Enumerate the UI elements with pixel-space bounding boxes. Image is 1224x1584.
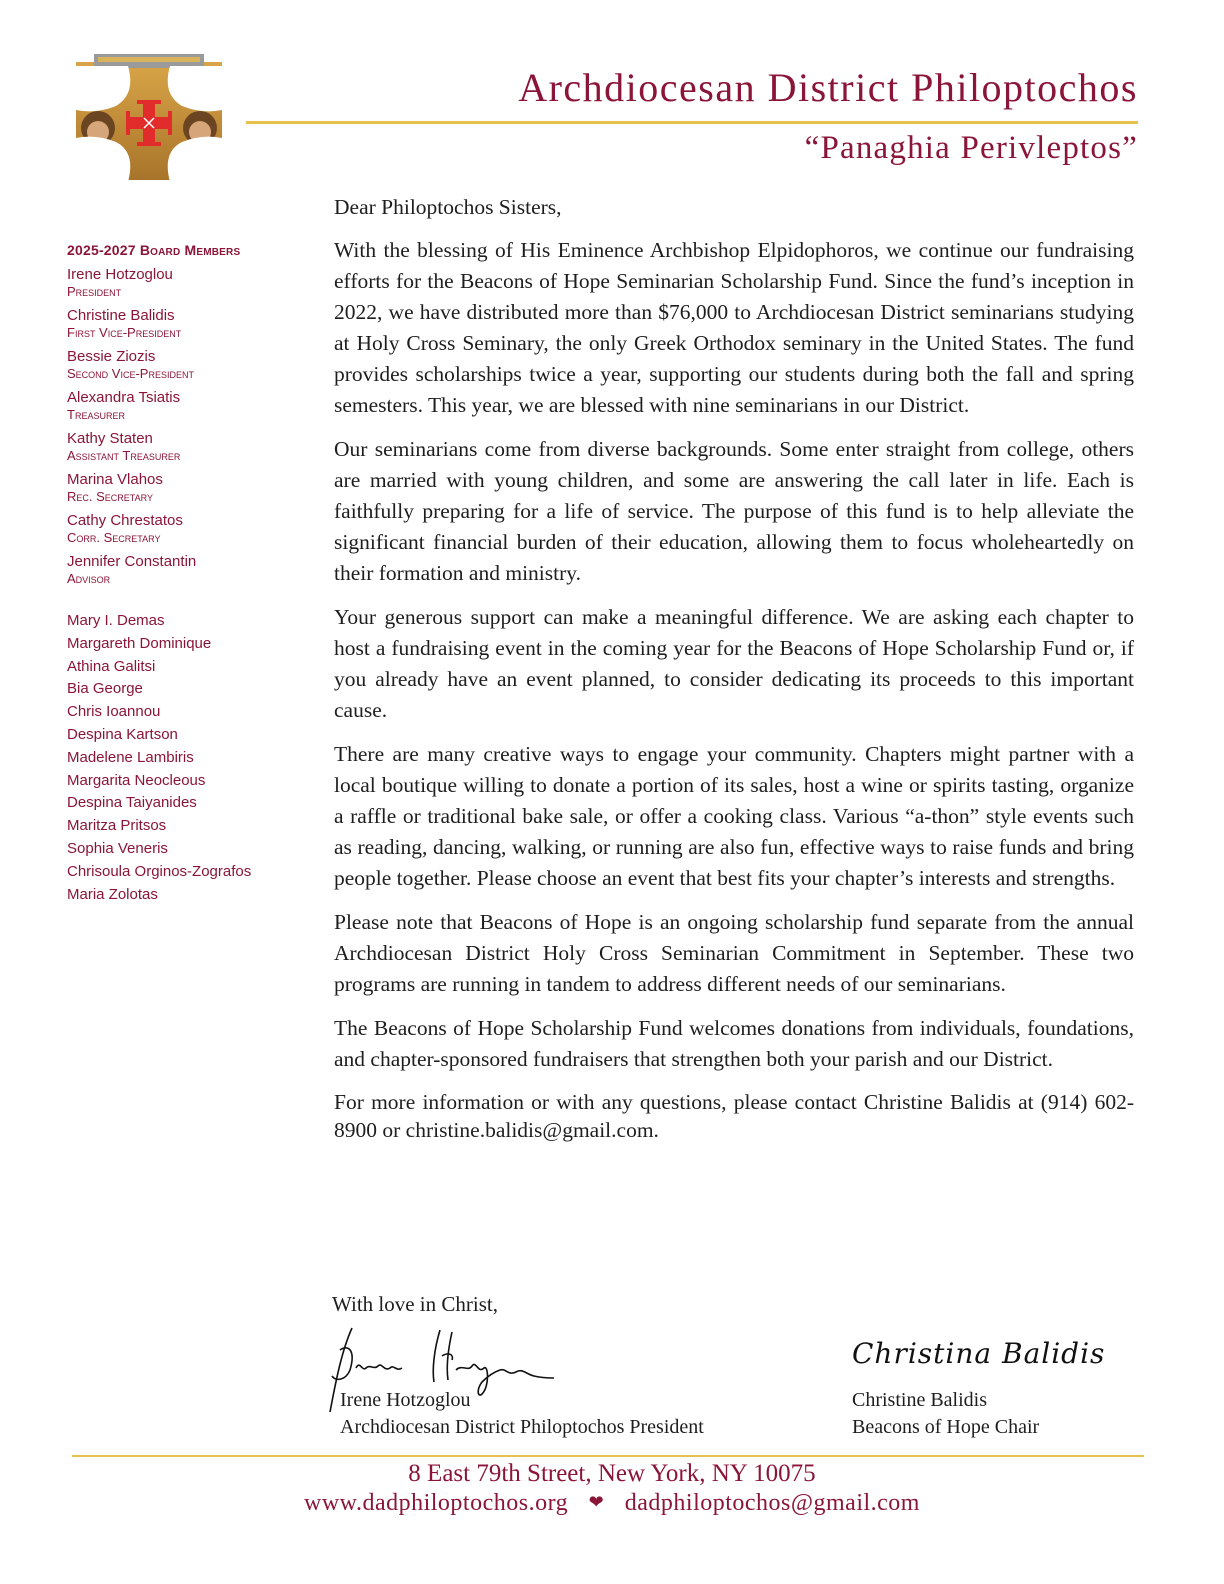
header-divider: [246, 121, 1138, 124]
member-name: Bia George: [67, 680, 143, 698]
officer-entry: [67, 512, 297, 546]
board-members-list: [67, 610, 297, 906]
signatory-name: Irene Hotzoglou: [340, 1389, 471, 1411]
contact-paragraph: For more information or with any questions, please contact Christine Balidis at (914) 602-8900 or christine.balidis@gmail.com.: [334, 1090, 1134, 1142]
member-name: Madelene Lambiris: [67, 748, 194, 766]
member-name: Despina Kartson: [67, 725, 178, 743]
letter-paragraph: The Beacons of Hope Scholarship Fund welcomes donations from individuals, foundations, and chapter-sponsored fundraisers that strengthen both your parish and our District.: [334, 1016, 1134, 1071]
salutation: Dear Philoptochos Sisters,: [334, 195, 562, 219]
officer-name: Marina Vlahos: [67, 471, 163, 488]
member-name: Maritza Pritsos: [67, 817, 167, 835]
sidebar-heading: 2025-2027 Board Members: [67, 242, 241, 258]
officer-entry: [67, 348, 297, 382]
officer-name: Cathy Chrestatos: [67, 512, 183, 529]
officer-role: Second Vice-President: [67, 366, 194, 381]
officer-name: Irene Hotzoglou: [67, 266, 173, 283]
officer-entry: [67, 266, 297, 300]
org-subtitle: “Panaghia Perivleptos”: [804, 130, 1138, 166]
letter-body: [334, 192, 1134, 1144]
board-members-sidebar: [67, 242, 297, 906]
officer-role: Treasurer: [67, 407, 125, 422]
officer-role: First Vice-President: [67, 325, 182, 340]
signature-block-president: [322, 1320, 782, 1440]
footer-contact: [0, 1490, 1224, 1517]
officer-name: Kathy Staten: [67, 430, 153, 447]
org-title: Archdiocesan District Philoptochos: [518, 65, 1138, 110]
email-link[interactable]: dadphiloptochos@gmail.com: [624, 1490, 920, 1516]
officer-entry: [67, 471, 297, 505]
member-name: Margarita Neocleous: [67, 771, 206, 789]
officer-role: President: [67, 284, 122, 299]
officer-role: Assistant Treasurer: [67, 448, 181, 463]
letter-paragraph: With the blessing of His Eminence Archbishop Elpidophoros, we continue our fundraising efforts for the Beacons of Hope Seminarian Scholarship Fund. Since the fund’s inception in 2022, we have distributed more than $76,000 to Archdiocesan District seminarians studying at Holy Cross Seminary, the only Greek Orthodox seminary in the United States. The fund provides scholarships twice a year, supporting our students during both the fall and spring semesters. This year, we are blessed with nine seminarians in our District.: [334, 238, 1134, 417]
member-name: Mary I. Demas: [67, 612, 165, 629]
member-name: Athina Galitsi: [67, 657, 156, 675]
member-name: Chris Ioannou: [67, 703, 161, 721]
handwritten-signature: Christina Balidis: [852, 1337, 1106, 1370]
footer-address: 8 East 79th Street, New York, NY 10075: [408, 1460, 816, 1487]
officer-name: Bessie Ziozis: [67, 348, 156, 365]
member-name: Maria Zolotas: [67, 885, 158, 903]
officer-name: Jennifer Constantin: [67, 553, 197, 570]
officer-role: Corr. Secretary: [67, 530, 161, 545]
closing-line: With love in Christ,: [332, 1292, 498, 1316]
member-name: Chrisoula Orginos-Zografos: [67, 862, 252, 880]
letter-paragraph: There are many creative ways to engage your community. Chapters might partner with a local boutique willing to donate a portion of its sales, host a wine or spirits tasting, organize a raffle or traditional bake sale, or offer a cooking class. Various “a-thon” style events such as reading, dancing, walking, or running are also fun, effective ways to raise funds and bring people together. Please choose an event that best fits your chapter’s interests and strengths.: [334, 742, 1134, 890]
letter-paragraph: Your generous support can make a meaningful difference. We are asking each chapter to host a fundraising event in the coming year for the Beacons of Hope Scholarship Fund or, if you already have an event planned, to consider dedicating its proceeds to this important cause.: [334, 605, 1134, 722]
member-name: Sophia Veneris: [67, 839, 168, 857]
officer-role: Rec. Secretary: [67, 489, 153, 504]
member-name: Margareth Dominique: [67, 634, 212, 652]
officer-entry: [67, 389, 297, 423]
officer-name: Christine Balidis: [67, 307, 175, 324]
member-name: Despina Taiyanides: [67, 794, 197, 812]
officer-role: Advisor: [67, 571, 111, 586]
footer-divider: [72, 1455, 1144, 1457]
signatory-title: Archdiocesan District Philoptochos President: [340, 1416, 704, 1438]
officer-entry: [67, 553, 297, 587]
letter-paragraph: Please note that Beacons of Hope is an ongoing scholarship fund separate from the annual Archdiocesan District Holy Cross Seminarian Commitment in September. These two programs are running in tandem to address different needs of our seminarians.: [334, 910, 1134, 996]
website-link[interactable]: www.dadphiloptochos.org: [304, 1490, 569, 1516]
officer-entry: [67, 307, 297, 341]
officer-name: Alexandra Tsiatis: [67, 389, 181, 406]
signature-block-chair: [852, 1337, 1142, 1440]
letter-paragraph: Our seminarians come from diverse backgrounds. Some enter straight from college, others are married with young children, and some are answering the call later in life. Each is faithfully preparing for a life of service. The purpose of this fund is to help alleviate the significant financial burden of their education, allowing them to focus wholeheartedly on their formation and ministry.: [334, 437, 1134, 585]
signatory-name: Christine Balidis: [852, 1389, 987, 1411]
signatory-title: Beacons of Hope Chair: [852, 1416, 1040, 1438]
heart-icon: ❤: [588, 1492, 605, 1512]
cross-icon-logo: [76, 54, 222, 182]
officer-entry: [67, 430, 297, 464]
